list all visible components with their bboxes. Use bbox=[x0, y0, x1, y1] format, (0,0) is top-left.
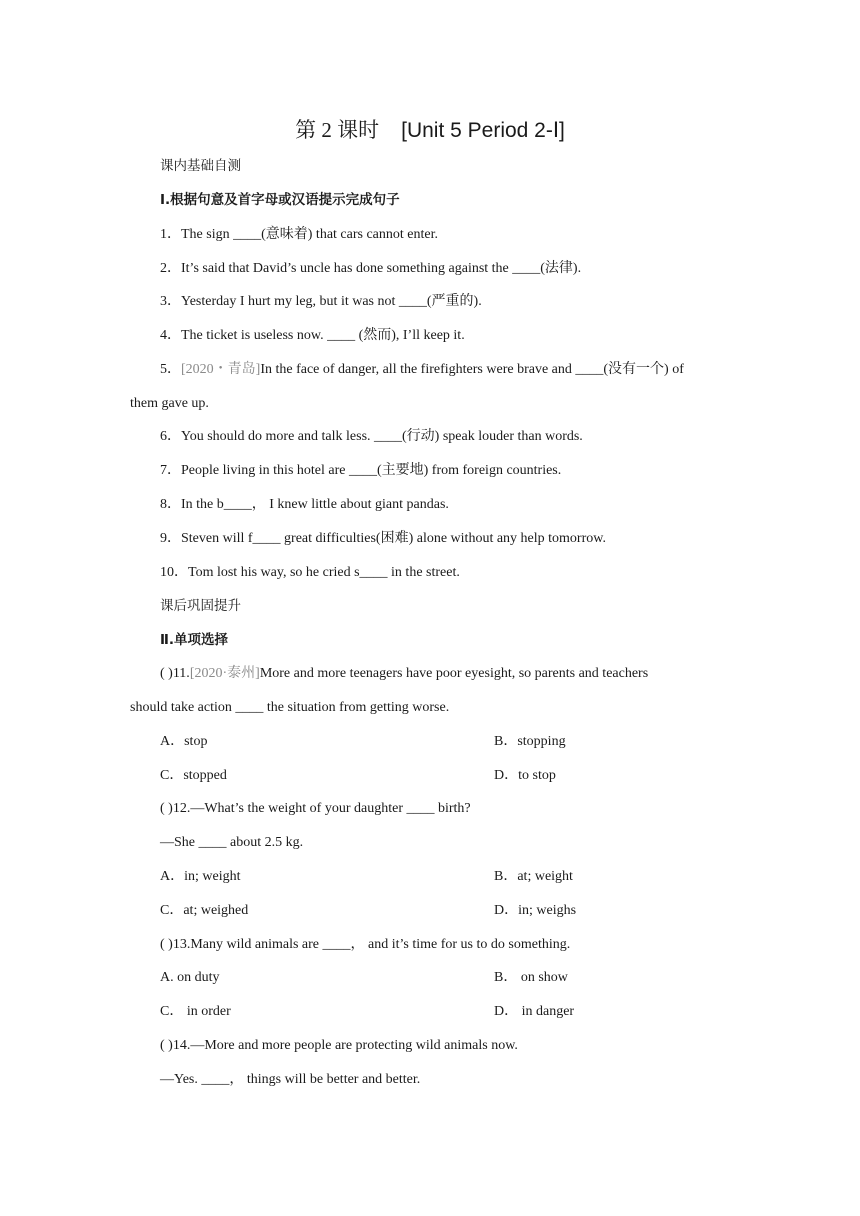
title-chinese: 第 2 课时 bbox=[295, 118, 380, 142]
option-11-c: C．stopped bbox=[160, 768, 227, 783]
question-3: 3．Yesterday I hurt my leg, but it was not ____(严重的). bbox=[160, 294, 482, 309]
question-8: 8．In the b____， I knew little about giant pandas. bbox=[160, 497, 449, 512]
question-5-number: 5． bbox=[160, 362, 181, 377]
option-13-a: A. on duty bbox=[160, 970, 220, 985]
option-13-d: D． in danger bbox=[494, 1004, 575, 1019]
part-heading-fill-in: Ⅰ.根据句意及首字母或汉语提示完成句子 bbox=[160, 192, 400, 208]
question-2: 2．It’s said that David’s uncle has done something against the ____(法律). bbox=[160, 261, 582, 276]
question-11-continued: should take action ____ the situation from getting worse. bbox=[130, 700, 450, 715]
question-6: 6．You should do more and talk less. ____(行动) speak louder than words. bbox=[160, 429, 583, 444]
question-14-answer-line: —Yes. ____， things will be better and better. bbox=[160, 1072, 421, 1087]
option-13-c: C． in order bbox=[160, 1004, 231, 1019]
option-12-a: A．in; weight bbox=[160, 869, 241, 884]
question-1: 1．The sign ____(意味着) that cars cannot enter. bbox=[160, 227, 438, 242]
question-5-text: In the face of danger, all the firefighters were brave and ____(没有一个) of bbox=[260, 362, 684, 377]
question-11 bbox=[160, 664, 648, 684]
title-english: [Unit 5 Period 2-Ⅰ] bbox=[401, 119, 565, 142]
question-12-answer-line: —She ____ about 2.5 kg. bbox=[160, 835, 304, 850]
option-12-c: C．at; weighed bbox=[160, 903, 249, 918]
option-12-b: B．at; weight bbox=[494, 869, 573, 884]
option-11-d: D．to stop bbox=[494, 768, 556, 783]
question-4: 4．The ticket is useless now. ____ (然而), I’ll keep it. bbox=[160, 328, 465, 343]
option-12-d: D．in; weighs bbox=[494, 903, 577, 918]
question-11-lead: ( )11. bbox=[160, 666, 190, 681]
question-12: ( )12.—What’s the weight of your daughter ____ birth? bbox=[160, 801, 471, 816]
section-heading-review: 课后巩固提升 bbox=[160, 598, 241, 614]
question-5 bbox=[160, 360, 684, 380]
question-7: 7．People living in this hotel are ____(主要地) from foreign countries. bbox=[160, 463, 562, 478]
part-heading-multiple-choice: Ⅱ.单项选择 bbox=[160, 632, 229, 648]
question-13: ( )13.Many wild animals are ____， and it’s time for us to do something. bbox=[160, 937, 571, 952]
section-heading-basic: 课内基础自测 bbox=[160, 158, 241, 174]
option-11-b: B．stopping bbox=[494, 734, 566, 749]
question-9: 9．Steven will f____ great difficulties(困难) alone without any help tomorrow. bbox=[160, 531, 606, 546]
question-14: ( )14.—More and more people are protecting wild animals now. bbox=[160, 1038, 518, 1053]
question-5-source: [2020・青岛] bbox=[181, 362, 261, 377]
page-title bbox=[0, 114, 860, 144]
option-11-a: A．stop bbox=[160, 734, 208, 749]
option-13-b: B． on show bbox=[494, 970, 568, 985]
question-11-text: More and more teenagers have poor eyesight, so parents and teachers bbox=[259, 666, 649, 681]
question-5-continued: them gave up. bbox=[130, 396, 209, 411]
question-11-source: [2020·泰州] bbox=[189, 666, 260, 681]
question-10: 10．Tom lost his way, so he cried s____ in the street. bbox=[160, 565, 460, 580]
